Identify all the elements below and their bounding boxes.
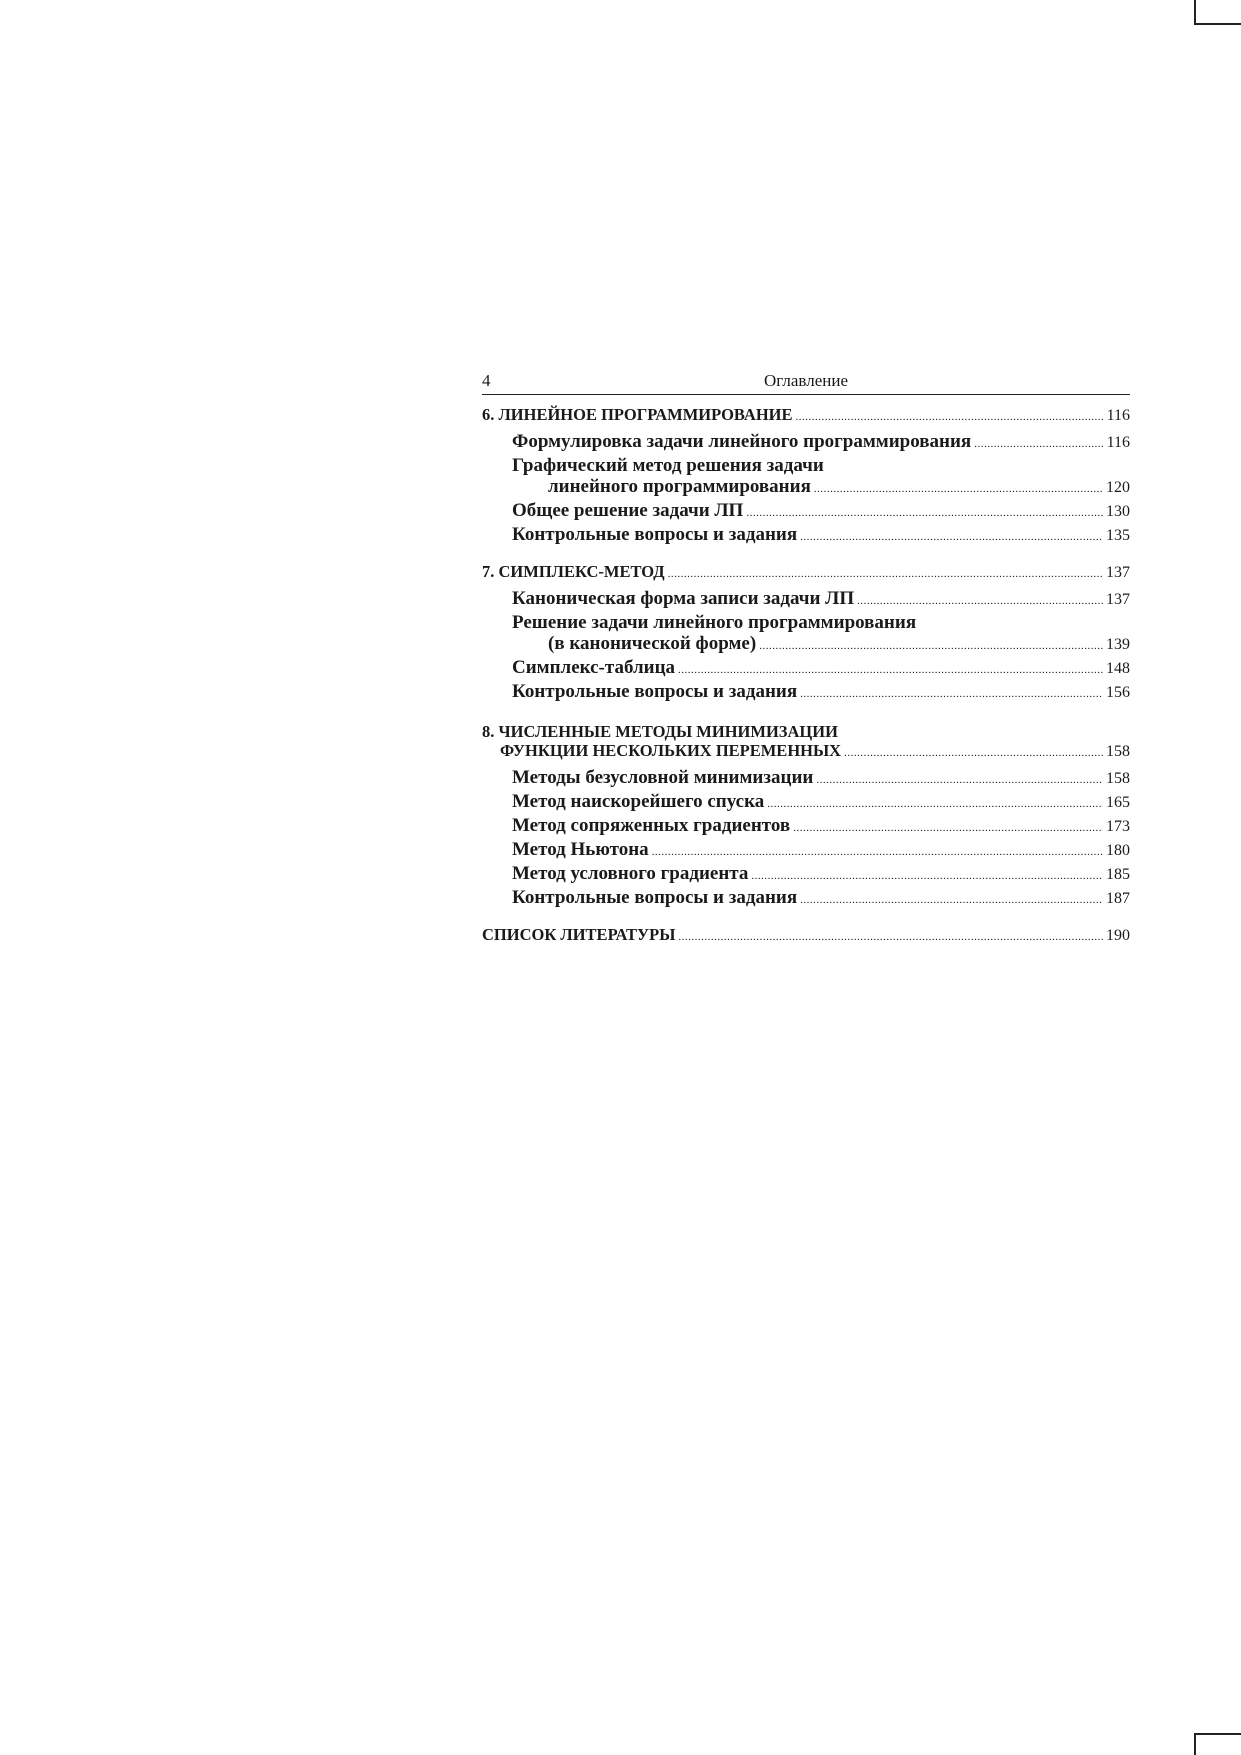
chapter-7 <box>482 562 1130 705</box>
chapter-heading[interactable] <box>482 562 1130 588</box>
page-title: Оглавление <box>764 371 848 390</box>
chapter-title: 6. ЛИНЕЙНОЕ ПРОГРАММИРОВАНИЕ <box>482 405 793 424</box>
dot-leader <box>800 894 1103 906</box>
chapter-6 <box>482 405 1130 548</box>
dot-leader <box>668 568 1103 580</box>
entry-page: 116 <box>1106 434 1130 451</box>
chapter-title: СПИСОК ЛИТЕРАТУРЫ <box>482 925 676 944</box>
entry-page: 165 <box>1106 794 1130 811</box>
entry-title: Контрольные вопросы и задания <box>512 681 798 702</box>
dot-leader <box>844 747 1103 759</box>
chapter-page: 190 <box>1106 927 1130 944</box>
entry-page: 120 <box>1106 479 1130 496</box>
chapter-page: 116 <box>1106 407 1130 424</box>
entry-title: Симплекс-таблица <box>512 657 676 678</box>
entry-title: Метод условного градиента <box>512 863 749 884</box>
dot-leader <box>793 822 1103 834</box>
toc-entry[interactable] <box>512 431 1130 455</box>
crop-mark-top-horizontal <box>1194 23 1241 25</box>
chapter-heading[interactable] <box>482 925 1130 951</box>
entry-page: 185 <box>1106 866 1130 883</box>
crop-mark-bottom-vertical <box>1194 1733 1196 1755</box>
dot-leader <box>678 664 1103 676</box>
crop-mark-bottom-horizontal <box>1194 1733 1241 1735</box>
dot-leader <box>816 774 1103 786</box>
toc-entry[interactable] <box>512 500 1130 524</box>
dot-leader <box>767 798 1103 810</box>
dot-leader <box>974 438 1103 450</box>
entry-title-line1: Графический метод решения задачи <box>512 455 824 476</box>
entry-page: 180 <box>1106 842 1130 859</box>
toc-entry[interactable] <box>512 767 1130 791</box>
crop-mark-top-vertical <box>1194 0 1196 24</box>
table-of-contents <box>482 405 1130 951</box>
entry-title: Метод наискорейшего спуска <box>512 791 765 812</box>
toc-entry[interactable] <box>512 612 1130 657</box>
entry-title: Каноническая форма записи задачи ЛП <box>512 588 855 609</box>
entry-title: Метод сопряженных градиентов <box>512 815 791 836</box>
toc-entry[interactable] <box>512 657 1130 681</box>
entry-page: 158 <box>1106 770 1130 787</box>
bibliography <box>482 925 1130 951</box>
toc-page <box>482 368 1130 951</box>
dot-leader <box>746 507 1103 519</box>
entry-title-line1: Решение задачи линейного программирования <box>512 612 917 633</box>
toc-entry[interactable] <box>512 815 1130 839</box>
toc-entry[interactable] <box>512 839 1130 863</box>
running-head <box>482 368 1130 395</box>
toc-entry[interactable] <box>512 681 1130 705</box>
toc-entry[interactable] <box>512 524 1130 548</box>
chapter-8 <box>482 719 1130 911</box>
entry-title: Метод Ньютона <box>512 839 649 860</box>
dot-leader <box>814 483 1103 495</box>
entry-page: 187 <box>1106 890 1130 907</box>
page-number: 4 <box>482 371 491 390</box>
dot-leader <box>759 640 1103 652</box>
entry-title: линейного программирования <box>548 476 811 497</box>
dot-leader <box>800 688 1103 700</box>
chapter-heading[interactable] <box>482 741 1130 767</box>
chapter-title: 7. СИМПЛЕКС-МЕТОД <box>482 562 665 581</box>
entry-page: 173 <box>1106 818 1130 835</box>
entry-page: 148 <box>1106 660 1130 677</box>
chapter-title: ФУНКЦИИ НЕСКОЛЬКИХ ПЕРЕМЕННЫХ <box>500 741 842 760</box>
entry-title: (в канонической форме) <box>548 633 757 654</box>
dot-leader <box>800 531 1103 543</box>
entry-page: 139 <box>1106 636 1130 653</box>
chapter-title-line1[interactable]: 8. ЧИСЛЕННЫЕ МЕТОДЫ МИНИМИЗАЦИИ <box>482 722 838 741</box>
toc-entry[interactable] <box>512 887 1130 911</box>
entry-page: 137 <box>1106 591 1130 608</box>
dot-leader <box>652 846 1103 858</box>
toc-entry[interactable] <box>512 863 1130 887</box>
dot-leader <box>796 411 1104 423</box>
toc-entry[interactable] <box>512 791 1130 815</box>
dot-leader <box>678 931 1103 943</box>
chapter-heading[interactable] <box>482 405 1130 431</box>
entry-title: Методы безусловной минимизации <box>512 767 814 788</box>
entry-title: Контрольные вопросы и задания <box>512 524 798 545</box>
chapter-page: 158 <box>1106 743 1130 760</box>
entry-page: 156 <box>1106 684 1130 701</box>
entry-title: Формулировка задачи линейного программирования <box>512 431 972 452</box>
dot-leader <box>751 870 1103 882</box>
entry-title: Общее решение задачи ЛП <box>512 500 744 521</box>
dot-leader <box>857 595 1103 607</box>
toc-entry[interactable] <box>512 455 1130 500</box>
toc-entry[interactable] <box>512 588 1130 612</box>
entry-title: Контрольные вопросы и задания <box>512 887 798 908</box>
chapter-page: 137 <box>1106 564 1130 581</box>
entry-page: 135 <box>1106 527 1130 544</box>
entry-page: 130 <box>1106 503 1130 520</box>
